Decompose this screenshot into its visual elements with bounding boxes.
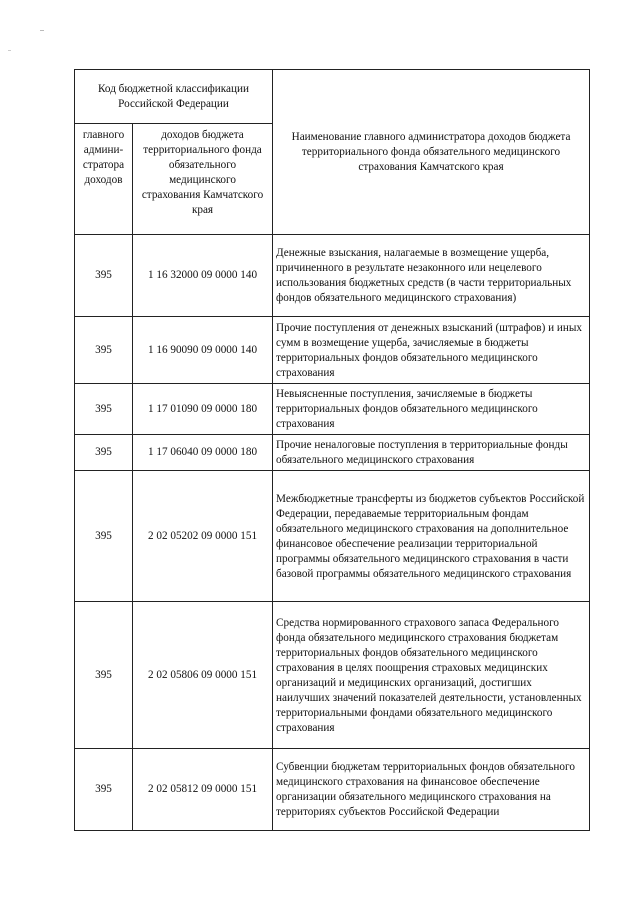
revenue-name-cell: Невыясненные поступления, зачисляемые в бюджеты территориальных фондов обязательного медицинского страхования [273,384,590,435]
table-row [75,435,590,471]
revenue-name-cell: Денежные взыскания, налагаемые в возмещение ущерба, причиненного в результате незаконного или нецелевого использования бюджетных средств (в части территориальных фондов обязательного медицинского страхования) [273,235,590,317]
admin-code-cell: 395 [75,384,133,435]
revenue-code-cell: 2 02 05812 09 0000 151 [133,749,273,831]
admin-code-cell: 395 [75,435,133,471]
admin-code-cell: 395 [75,235,133,317]
revenue-code-cell: 2 02 05806 09 0000 151 [133,602,273,749]
revenue-name-cell: Средства нормированного страхового запаса Федерального фонда обязательного медицинского страхования бюджетам территориальных фондов обязательного медицинского страхования в целях поощрения страховых медицинских организаций и медицинских организаций, достигших наилучших значений показателей деятельности, установленных территориальными фондами обязательного медицинского страхования [273,602,590,749]
header-revenue-code: доходов бюджета территориального фонда обязательного медицинского страхования Камчатского края [133,124,273,235]
table-row [75,602,590,749]
revenue-name-cell: Межбюджетные трансферты из бюджетов субъектов Российской Федерации, передаваемые территориальным фондам обязательного медицинского страхования на дополнительное финансовое обеспечение реализации территориальной программы обязательного медицинского страхования в части базовой программы обязательного медицинского страхования [273,471,590,602]
table-header-row [75,70,590,124]
table-row [75,235,590,317]
revenue-code-cell: 1 17 06040 09 0000 180 [133,435,273,471]
admin-code-cell: 395 [75,602,133,749]
revenue-name-cell: Субвенции бюджетам территориальных фондов обязательного медицинского страхования на финансовое обеспечение организации обязательного медицинского страхования на территориях субъектов Российской Федерации [273,749,590,831]
revenue-code-cell: 1 16 32000 09 0000 140 [133,235,273,317]
admin-code-cell: 395 [75,317,133,384]
table-row [75,317,590,384]
document-page [74,69,589,831]
revenue-name-cell: Прочие неналоговые поступления в территориальные фонды обязательного медицинского страхования [273,435,590,471]
header-main-administrator: главного админи-стратора доходов [75,124,133,235]
scan-speck [8,50,11,51]
admin-code-cell: 395 [75,749,133,831]
header-administrator-name: Наименование главного администратора доходов бюджета территориального фонда обязательного медицинского страхования Камчатского края [273,70,590,235]
table-row [75,471,590,602]
budget-classification-table [74,69,590,831]
revenue-code-cell: 1 16 90090 09 0000 140 [133,317,273,384]
table-row [75,749,590,831]
scan-speck [40,30,44,31]
table-row [75,384,590,435]
revenue-code-cell: 2 02 05202 09 0000 151 [133,471,273,602]
revenue-code-cell: 1 17 01090 09 0000 180 [133,384,273,435]
header-classification-code: Код бюджетной классификации Российской Федерации [75,70,273,124]
admin-code-cell: 395 [75,471,133,602]
revenue-name-cell: Прочие поступления от денежных взысканий (штрафов) и иных сумм в возмещение ущерба, зачисляемые в бюджеты территориальных фондов обязательного медицинского страхования [273,317,590,384]
